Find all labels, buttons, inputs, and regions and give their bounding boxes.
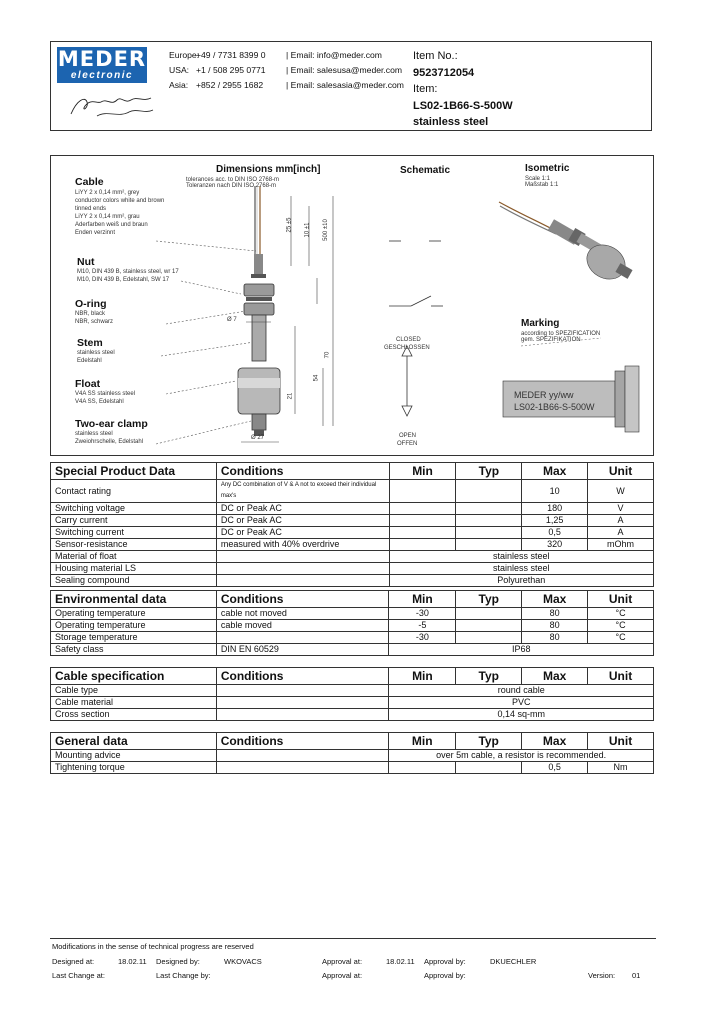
table-cell: °C [588, 620, 654, 632]
table-cell: Min [389, 668, 456, 685]
dimensions-title: Dimensions mm[inch] [216, 164, 321, 175]
marking-sub1: according to SPEZIFICATION [521, 331, 601, 337]
table-cell: Typ [456, 463, 522, 480]
table-row [51, 608, 654, 620]
table-cell [456, 539, 522, 551]
oring-desc [75, 310, 113, 326]
table-cell [456, 480, 522, 503]
table-cell: Typ [456, 591, 522, 608]
table-cell [216, 709, 389, 721]
table-cell [389, 539, 456, 551]
table-cell: Max [522, 668, 588, 685]
slogan-signature [67, 88, 157, 122]
table-row [51, 762, 654, 774]
table-cell: Conditions [216, 733, 389, 750]
table-cell [216, 697, 389, 709]
table-cell: Unit [588, 591, 654, 608]
table-cell: Nm [588, 762, 654, 774]
table-cell [389, 527, 456, 539]
marking-line1: MEDER yy/ww [514, 390, 574, 400]
table-cell: measured with 40% overdrive [216, 539, 389, 551]
table-row [51, 563, 654, 575]
text-item: Designed at: [52, 957, 95, 966]
table-header [51, 668, 654, 685]
sensor-drawing [238, 186, 280, 436]
table-cell [389, 480, 456, 503]
item-no-label: Item No.: [413, 50, 458, 62]
dimensions-sub1: tolerances acc. to DIN ISO 2768-m [186, 177, 280, 183]
table-cell [216, 563, 389, 575]
table-cell: Cable specification [51, 668, 217, 685]
table-cell: Unit [588, 733, 654, 750]
stem-label: Stem [77, 337, 103, 349]
table-cell [216, 575, 389, 587]
contact-row: Asia: +852 / 2955 1682 | Email: salesasia@meder.com [169, 80, 404, 90]
table-cell: Operating temperature [51, 608, 217, 620]
contact-row: Europe: +49 / 7731 8399 0 | Email: info@meder.com [169, 50, 382, 60]
table-cell: A [588, 515, 654, 527]
nut-desc [77, 268, 179, 284]
contact-row: USA: +1 / 508 295 0771 | Email: salesusa@meder.com [169, 65, 403, 75]
text-item: Approval at: [322, 971, 363, 980]
dim-70: 70 [324, 351, 331, 359]
table-row [51, 551, 654, 563]
text-item: Approval at: [322, 957, 363, 966]
text-item: stainless steel [75, 431, 113, 437]
text-item: tinned ends [75, 206, 107, 212]
table-row [51, 644, 654, 656]
header-block [50, 41, 652, 131]
drawing-block [50, 155, 654, 456]
table-cell: Typ [456, 733, 522, 750]
table-cell: 1,25 [522, 515, 588, 527]
table-row [51, 515, 654, 527]
footer-notice: Modifications in the sense of technical progress are reserved [52, 942, 254, 951]
table-cell: stainless steel [389, 563, 653, 575]
table-cell [389, 515, 456, 527]
table-cell: 320 [522, 539, 588, 551]
dim-500: 500 ±10 [322, 219, 329, 241]
table-cell: 0,5 [522, 762, 588, 774]
table-cell: 80 [522, 608, 588, 620]
text-item: Zweiohrschelle, Edelstahl [75, 439, 144, 445]
table-cell [456, 503, 522, 515]
text-item: Last Change at: [52, 971, 105, 980]
table-cell: Max [522, 591, 588, 608]
item-no: 9523712054 [413, 66, 475, 79]
table-cell: Cross section [51, 709, 217, 721]
table-cell [456, 620, 522, 632]
dim-54: 54 [313, 374, 320, 382]
table-cell: 80 [522, 620, 588, 632]
closed-sub: GESCHLOSSEN [384, 345, 430, 351]
table-cell: stainless steel [389, 551, 653, 563]
table-cell: -5 [389, 620, 456, 632]
table-cell: °C [588, 608, 654, 620]
dim-d7: Ø 7 [227, 317, 237, 323]
text-item: Approval by: [424, 957, 466, 966]
table-row [51, 750, 654, 762]
text-item: Approval by: [424, 971, 466, 980]
table-cell: DC or Peak AC [216, 527, 389, 539]
table-cell [216, 750, 389, 762]
text-item: 18.02.11 [386, 957, 415, 966]
table-row [51, 685, 654, 697]
table-cell: Special Product Data [51, 463, 217, 480]
marking-view [503, 338, 639, 432]
text-item: V4A SS, Edelstahl [75, 399, 124, 405]
table-cell: Conditions [216, 591, 389, 608]
table-cell: Max [522, 733, 588, 750]
table-row [51, 632, 654, 644]
text-item: M10, DIN 439 B, stainless steel, wr 17 [77, 269, 179, 275]
table-row [51, 620, 654, 632]
text-item: WKOVACS [224, 957, 262, 966]
nut-label: Nut [77, 256, 95, 268]
table-header [51, 733, 654, 750]
brand-sub: electronic [70, 70, 134, 81]
isometric-view [499, 202, 633, 286]
table-cell: round cable [389, 685, 654, 697]
table-cell: Safety class [51, 644, 217, 656]
table-cell: Operating temperature [51, 620, 217, 632]
schematic-title: Schematic [400, 165, 451, 176]
table-cell: Cable material [51, 697, 217, 709]
table-cell: Carry current [51, 515, 217, 527]
table-cell: mOhm [588, 539, 654, 551]
isometric-sub2: Maßstab 1:1 [525, 182, 559, 188]
text-item: NBR, black [75, 311, 106, 317]
table-cell: 0,14 sq-mm [389, 709, 654, 721]
table-cell: Typ [456, 668, 522, 685]
marking-sub2: gem. SPEZIFIKATION [521, 337, 581, 343]
table-cell [456, 608, 522, 620]
float-desc [75, 390, 135, 406]
table-cell: Switching voltage [51, 503, 217, 515]
environmental-table [50, 590, 654, 656]
table-cell: 10 [522, 480, 588, 503]
table-cell [456, 527, 522, 539]
table-cell [389, 503, 456, 515]
special-product-table [50, 462, 654, 587]
schematic-symbol [389, 241, 443, 416]
table-cell: DIN EN 60529 [216, 644, 389, 656]
table-cell [216, 551, 389, 563]
dim-21: 21 [287, 392, 294, 400]
dimensions-sub2: Toleranzen nach DIN ISO 2768-m [186, 183, 277, 189]
table-cell: Environmental data [51, 591, 217, 608]
table-cell: Switching current [51, 527, 217, 539]
general-data-table [50, 732, 654, 774]
table-cell [216, 762, 389, 774]
dim-d27: Ø 27 [251, 435, 265, 441]
closed-label: CLOSED [396, 337, 421, 343]
brand-name: MEDER [57, 47, 147, 71]
table-cell: Max [522, 463, 588, 480]
text-item: Edelstahl [77, 358, 102, 364]
table-cell: Min [389, 463, 456, 480]
table-cell: IP68 [389, 644, 654, 656]
table-header [51, 463, 654, 480]
table-cell: Sealing compound [51, 575, 217, 587]
table-cell: 80 [522, 632, 588, 644]
table-cell: Min [389, 591, 456, 608]
table-cell: over 5m cable, a resistor is recommended. [389, 750, 654, 762]
table-cell: 0,5 [522, 527, 588, 539]
clamp-desc [75, 430, 143, 446]
table-row [51, 575, 654, 587]
table-cell: 180 [522, 503, 588, 515]
table-cell: Material of float [51, 551, 217, 563]
table-cell: A [588, 527, 654, 539]
table-cell: DC or Peak AC [216, 503, 389, 515]
table-cell: cable not moved [216, 608, 389, 620]
table-cell: DC or Peak AC [216, 515, 389, 527]
item-name: LS02-1B66-S-500W [413, 99, 513, 112]
table-row [51, 527, 654, 539]
dim-25: 25 ±5 [286, 217, 293, 233]
table-row [51, 539, 654, 551]
table-cell: PVC [389, 697, 654, 709]
text-item: NBR, schwarz [75, 319, 114, 325]
stem-desc [77, 349, 115, 365]
table-cell: Tightening torque [51, 762, 217, 774]
text-item: LiYY 2 x 0,14 mm², grau [75, 214, 140, 220]
table-cell: Any DC combination of V & A not to exceed their individual max's [216, 480, 389, 503]
text-item: Last Change by: [156, 971, 211, 980]
item-material: stainless steel [413, 116, 489, 128]
table-cell: Unit [588, 668, 654, 685]
table-header [51, 591, 654, 608]
text-item: conductor colors white and brown [75, 198, 165, 204]
table-row [51, 480, 654, 503]
dim-10: 10 ±1 [304, 222, 311, 238]
table-cell: General data [51, 733, 217, 750]
table-cell: Storage temperature [51, 632, 217, 644]
table-cell: Polyurethan [389, 575, 653, 587]
table-cell [216, 685, 389, 697]
table-cell: Conditions [216, 463, 389, 480]
marking-line2: LS02-1B66-S-500W [514, 402, 595, 412]
text-item: stainless steel [77, 350, 115, 356]
table-cell: V [588, 503, 654, 515]
cable-label: Cable [75, 176, 104, 188]
table-cell [456, 762, 522, 774]
table-cell: Housing material LS [51, 563, 217, 575]
float-label: Float [75, 378, 101, 390]
isometric-title: Isometric [525, 163, 570, 174]
item-label: Item: [413, 83, 438, 95]
table-row [51, 709, 654, 721]
text-item: LiYY 2 x 0,14 mm², grey [75, 190, 140, 196]
isometric-sub1: Scale 1:1 [525, 176, 551, 182]
text-item: V4A SS stainless steel [75, 391, 136, 397]
footer-divider [50, 938, 656, 939]
oring-label: O-ring [75, 298, 107, 310]
table-row [51, 503, 654, 515]
table-cell: Conditions [216, 668, 389, 685]
table-cell: -30 [389, 608, 456, 620]
table-cell: °C [588, 632, 654, 644]
meder-logo [57, 47, 147, 83]
table-cell: Sensor-resistance [51, 539, 217, 551]
text-item: 01 [632, 971, 641, 980]
table-cell: Min [389, 733, 456, 750]
contacts-block [169, 48, 414, 93]
text-item: Designed by: [156, 957, 200, 966]
table-cell [456, 515, 522, 527]
open-sub: OFFEN [397, 441, 418, 447]
table-cell: -30 [389, 632, 456, 644]
table-cell: cable moved [216, 620, 389, 632]
table-row [51, 697, 654, 709]
text-item: Aderfarben weiß und braun [75, 222, 148, 228]
text-item: Version: [588, 971, 616, 980]
item-block [413, 48, 513, 131]
table-cell: Mounting advice [51, 750, 217, 762]
table-cell: Unit [588, 463, 654, 480]
text-item: 18.02.11 [118, 957, 147, 966]
marking-title: Marking [521, 318, 560, 329]
clamp-label: Two-ear clamp [75, 418, 148, 430]
table-cell: W [588, 480, 654, 503]
text-item: DKUECHLER [490, 957, 537, 966]
table-cell [216, 632, 389, 644]
table-cell: Contact rating [51, 480, 217, 503]
table-cell [456, 632, 522, 644]
table-cell: Cable type [51, 685, 217, 697]
cable-spec-table [50, 667, 654, 721]
text-item: Enden verzinnt [75, 230, 116, 236]
table-cell [389, 762, 456, 774]
text-item: M10, DIN 439 B, Edelstahl, SW 17 [77, 277, 170, 283]
cable-desc [75, 189, 164, 237]
open-label: OPEN [399, 433, 417, 439]
